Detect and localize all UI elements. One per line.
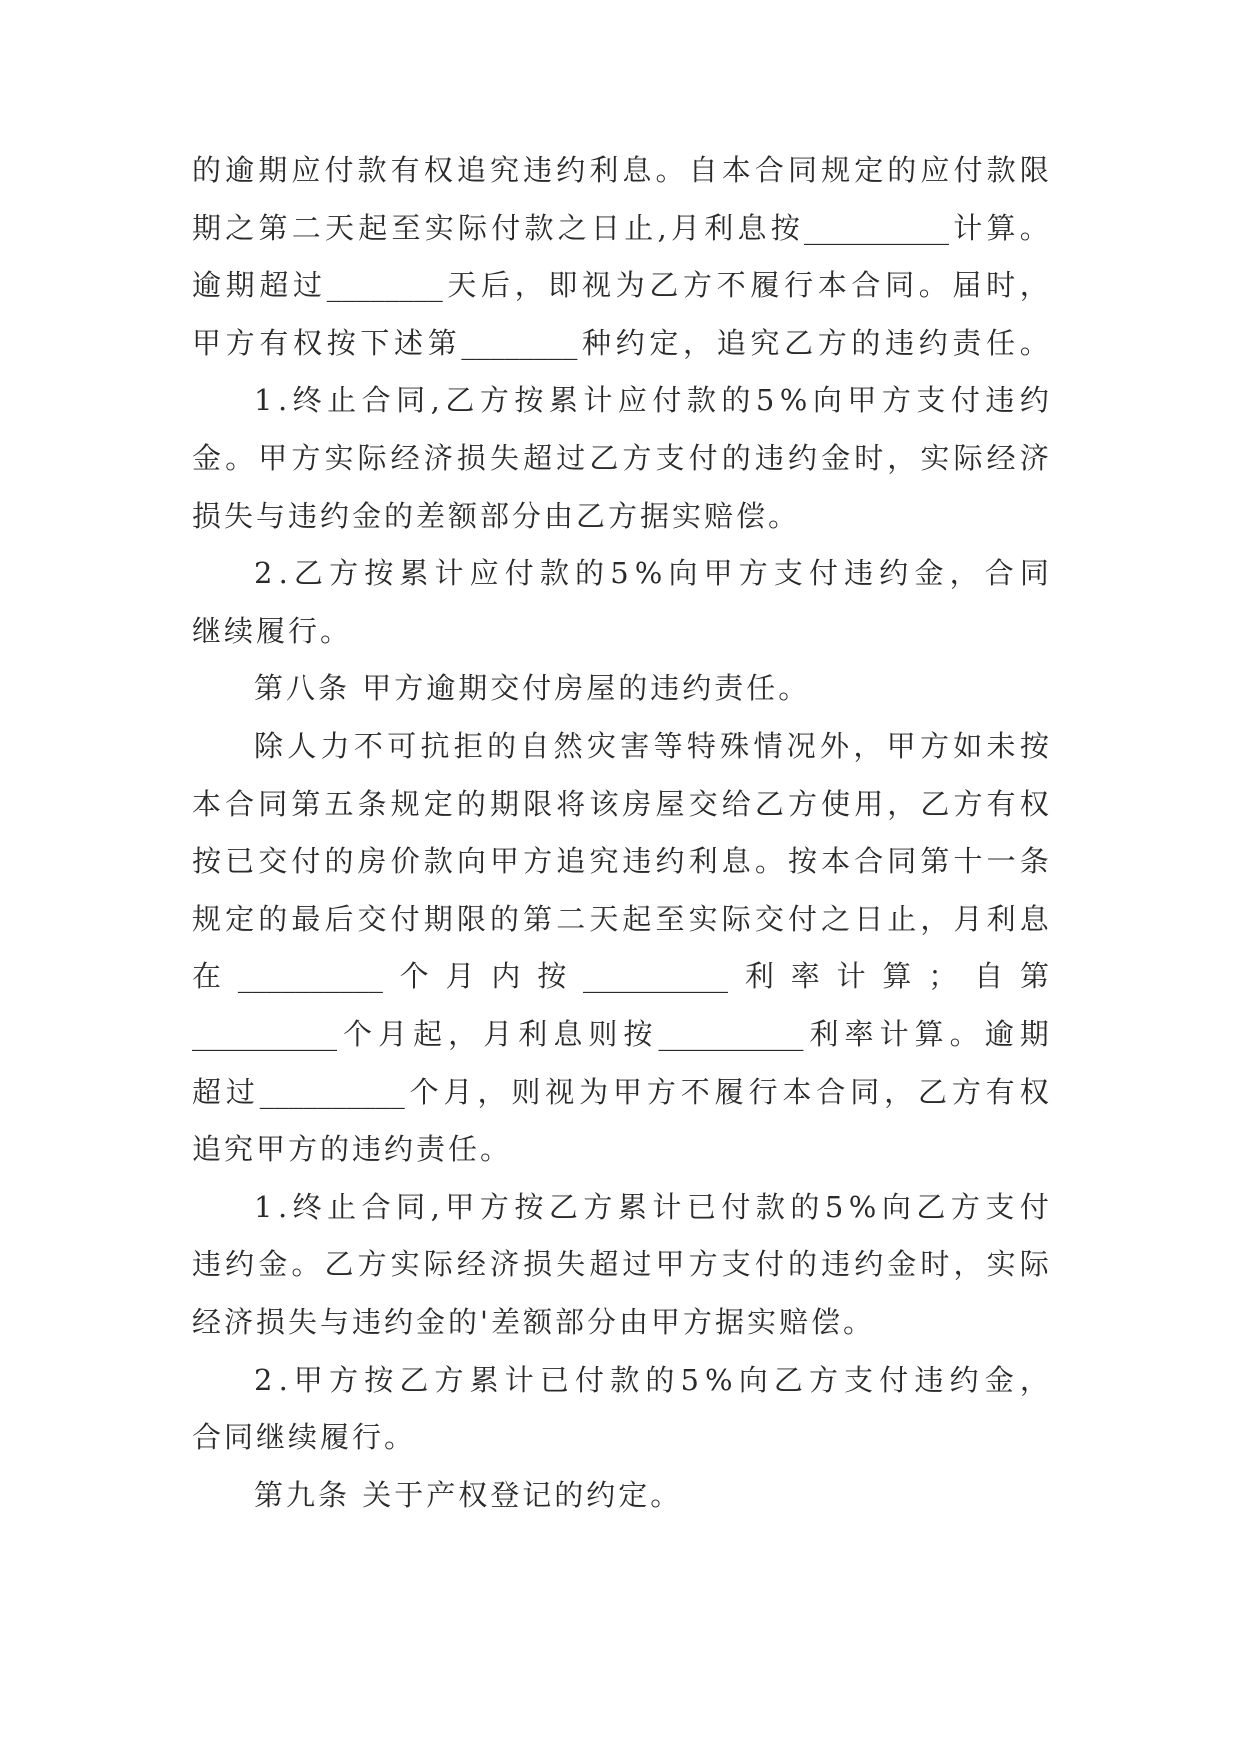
text-line: 继续履行。	[192, 613, 353, 648]
text-line: 逾 期 超 过 ________ 天 后 ， 即 视 为 乙 方 不 履 行 本 合 同 。 届 时 ，	[192, 268, 1049, 303]
text-line: 损失与违约金的差额部分由乙方据实赔偿。	[192, 498, 801, 533]
text-line: 除 人 力 不 可 抗 拒 的 自 然 灾 害 等 特 殊 情 况 外 ， 甲 方 如 未 按	[254, 729, 1049, 763]
text-line: 甲 方 有 权 按 下 述 第 ________ 种 约 定 ， 追 究 乙 方 的 违 约 责 任 。	[192, 325, 1049, 360]
text-line: 本 合 同 第 五 条 规 定 的 期 限 将 该 房 屋 交 给 乙 方 使 用 ， 乙 方 有 权	[192, 786, 1049, 821]
text-line: 第九条 关于产权登记的约定。	[254, 1477, 683, 1512]
text-line: 的 逾 期 应 付 款 有 权 追 究 违 约 利 息 。 自 本 合 同 规 定 的 应 付 款 限	[192, 153, 1049, 187]
text-line: __________ 个 月 起 ， 月 利 息 则 按 __________ 利 率 计 算 。 逾 期	[192, 1017, 1049, 1051]
text-line: 2 . 甲 方 按 乙 方 累 计 已 付 款 的 5 % 向 乙 方 支 付 违 约 金 ，	[254, 1362, 1049, 1397]
text-line: 1 . 终 止 合 同 , 乙 方 按 累 计 应 付 款 的 5 % 向 甲 方 支 付 违 约	[254, 383, 1049, 418]
text-line: 期 之 第 二 天 起 至 实 际 付 款 之 日 止 , 月 利 息 按 __________ 计 算 。	[192, 210, 1049, 245]
text-line: 追究甲方的违约责任。	[192, 1132, 513, 1167]
text-line: 按 已 交 付 的 房 价 款 向 甲 方 追 究 违 约 利 息 。 按 本 合 同 第 十 一 条	[192, 844, 1049, 879]
text-line: 超 过 __________ 个 月 ， 则 视 为 甲 方 不 履 行 本 合 同 ， 乙 方 有 权	[192, 1074, 1049, 1109]
text-line: 1 . 终 止 合 同 , 甲 方 按 乙 方 累 计 已 付 款 的 5 % 向 乙 方 支 付	[254, 1189, 1049, 1224]
text-line: 金 。 甲 方 实 际 经 济 损 失 超 过 乙 方 支 付 的 违 约 金 时 ， 实 际 经 济	[192, 441, 1049, 475]
text-line: 经济损失与违约金的'差额部分由甲方据实赔偿。	[192, 1305, 875, 1339]
text-line: 2 . 乙 方 按 累 计 应 付 款 的 5 % 向 甲 方 支 付 违 约 金 ， 合 同	[254, 556, 1049, 591]
text-line: 违 约 金 。 乙 方 实 际 经 济 损 失 超 过 甲 方 支 付 的 违 约 金 时 ， 实 际	[192, 1247, 1049, 1282]
text-line: 合同继续履行。	[192, 1420, 417, 1455]
text-line: 规 定 的 最 后 交 付 期 限 的 第 二 天 起 至 实 际 交 付 之 日 止 ， 月 利 息	[192, 901, 1049, 936]
text-line: 在 __________ 个 月 内 按 __________ 利 率 计 算 ； 自 第	[192, 959, 1049, 994]
text-line: 第八条 甲方逾期交付房屋的违约责任。	[254, 671, 811, 706]
